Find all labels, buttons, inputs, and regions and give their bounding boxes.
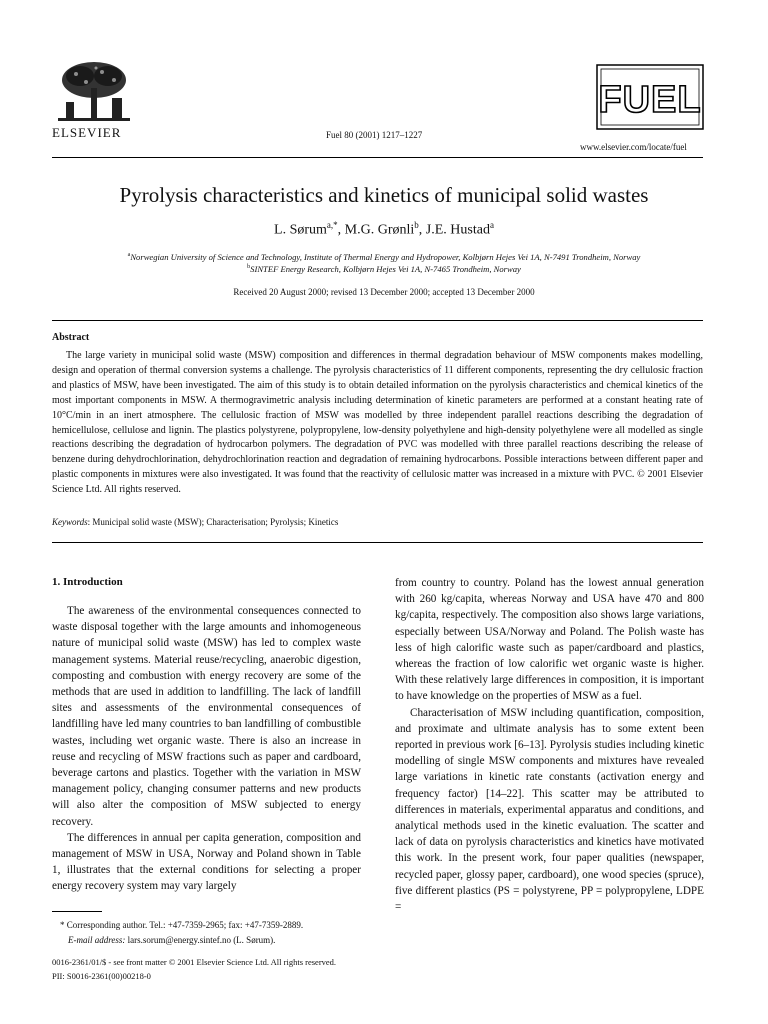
paragraph: The awareness of the environmental consequences connected to waste disposal together with the large amounts and inhomogeneous nature of municipal solid waste (MSW) has led to complex waste management systems. Material reuse/recycling, anaerobic digestion, composting and combustion with energy recovery are some of the methods that are used in addition to landfilling. The lack of landfill sites and assessments of the environmental consequences of landfilling have led many countries to ban landfilling of combustible wastes, including wet organic waste. There is also an increase in reuse and recycling of MSW fractions such as paper and cardboard, beverage cartons and plastics. Together with the variation in MSW management policy, changing consumer patterns and new products will also alter the composition of MSW subjected to energy recovery. [52, 605, 361, 828]
section-heading: 1. Introduction [52, 576, 123, 588]
right-column [395, 575, 704, 915]
corresponding-author-note: * Corresponding author. Tel.: +47-7359-2965; fax: +47-7359-2889. [60, 920, 304, 930]
copyright-line: 0016-2361/01/$ - see front matter © 2001 Elsevier Science Ltd. All rights reserved. [52, 957, 337, 967]
author-affiliation-mark: b [414, 220, 419, 230]
elsevier-tree-logo [56, 60, 132, 126]
left-column [52, 603, 361, 895]
imprint [52, 956, 336, 983]
author-separator: , [337, 222, 345, 238]
header-rule [52, 157, 703, 158]
paragraph: from country to country. Poland has the lowest annual generation with 260 kg/capita, whereas Norway and USA have 470 and 800 kg/capita, respectively. The composition also shows large variations, especially between USA/Norway and Poland. The Polish waste has less of high calorific waste such as paper/cardboard and plastics, whereas the fraction of low calorific wet organic waste is higher. With these relatively large differences in composition, it is important to have knowledge on the properties of MSW as a fuel. [395, 577, 704, 703]
journal-reference: Fuel 80 (2001) 1217–1227 [326, 130, 423, 140]
affiliation-text: Norwegian University of Science and Technology, Institute of Thermal Energy and Hydropower, Kolbjørn Hejes Vei 1A, N-7491 Trondheim, Norway [130, 252, 641, 262]
article-title: Pyrolysis characteristics and kinetics of municipal solid wastes [119, 183, 649, 207]
paragraph: Characterisation of MSW including quantification, composition, and proximate and ultimate analysis has to some extent been reported in previous work [6–13]. Pyrolysis studies including kinetic modelling of single MSW components and mixtures have revealed large variations in kinetic rate constants (activation energy and frequency factor) [14–22]. This scatter may be attributed to differences in materials, experimental apparatus and conditions, and analytical methods used in the kinetic evaluation. The scatter and lack of data on pyrolysis characteristics and kinetics have motivated this work. In the present work, four paper qualities (newspaper, recycled paper, glossy paper, cardboard), one wood species (spruce), five different plastics (PS = polystyrene, PP = polypropylene, LDPE = [395, 706, 704, 914]
affiliation-mark: a [127, 252, 131, 259]
author-separator: , [418, 222, 426, 238]
keywords [52, 517, 338, 527]
affiliation [0, 264, 768, 274]
email-label: E-mail address: [68, 934, 126, 945]
author-affiliation-mark: a [489, 220, 494, 230]
paragraph: The differences in annual per capita generation, composition and management of MSW in USA, Norway and Poland shown in Table 1, illustrates that the external conditions for selecting a proper energy recovery system may vary largely [52, 831, 361, 893]
keywords-label: Keywords [52, 517, 88, 527]
affiliation-text: SINTEF Energy Research, Kolbjørn Hejes Vei 1A, N-7465 Trondheim, Norway [250, 264, 521, 274]
footnote [60, 918, 380, 947]
abstract-heading: Abstract [52, 332, 90, 343]
author-name: M.G. Grønli [344, 222, 415, 238]
journal-url[interactable]: www.elsevier.com/locate/fuel [580, 142, 687, 152]
affiliation-mark: b [247, 264, 251, 271]
footnote-rule [52, 911, 102, 912]
abstract-text: The large variety in municipal solid waste (MSW) composition and differences in thermal degradation behaviour of MSW components makes modelling, design and operation of thermal conversion systems a challenge. The pyrolysis characteristics of 11 different components, representing the dry cellulosic fraction and plastics of MSW, have been investigated. The aim of this study is to obtain detailed information on the pyrolysis characteristics and chemical kinetics of the most important components in MSW. A thermogravimetric analysis including determination of kinetic parameters are performed at a constant heating rate of 10°C/min in an inert atmosphere. The cellulosic fraction of MSW was modelled by three independent parallel reactions describing the degradation of hemicellulose, cellulose and lignin. The plastics polystyrene, polypropylene, low-density polyethylene and high-density polyethylene were all modelled as single reactions describing the degradation of hydrocarbon polymers. The degradation of PVC was modelled with three parallel reactions describing the release of benzene during dehydrochlorination, dehydrochlorination reaction and degradation of remaining hydrocarbons. Possible interactions between different paper and plastic components in mixtures were also investigated. It was found that the reactivity of cellulosic matter was increased in a mixture with PVC. © 2001 Elsevier Science Ltd. All rights reserved. [52, 350, 703, 496]
email-line [60, 933, 380, 948]
author-affiliation-mark: a,* [326, 220, 338, 230]
author-name: L. Sørum [274, 222, 327, 238]
fuel-journal-logo [596, 64, 704, 130]
pii-line: PII: S0016-2361(00)00218-0 [52, 970, 151, 981]
received-dates: Received 20 August 2000; revised 13 December 2000; accepted 13 December 2000 [233, 287, 535, 297]
abstract-bottom-rule [52, 542, 703, 543]
email-address[interactable]: lars.sorum@energy.sintef.no (L. Sørum). [125, 934, 276, 945]
keywords-list: : Municipal solid waste (MSW); Characterisation; Pyrolysis; Kinetics [87, 517, 339, 527]
author-list [0, 220, 768, 239]
publisher-name: ELSEVIER [52, 125, 122, 140]
affiliation [0, 252, 768, 262]
abstract-top-rule [52, 320, 703, 321]
fuel-logo-text: FUEL [598, 79, 702, 121]
author-name: J.E. Hustad [425, 222, 490, 238]
